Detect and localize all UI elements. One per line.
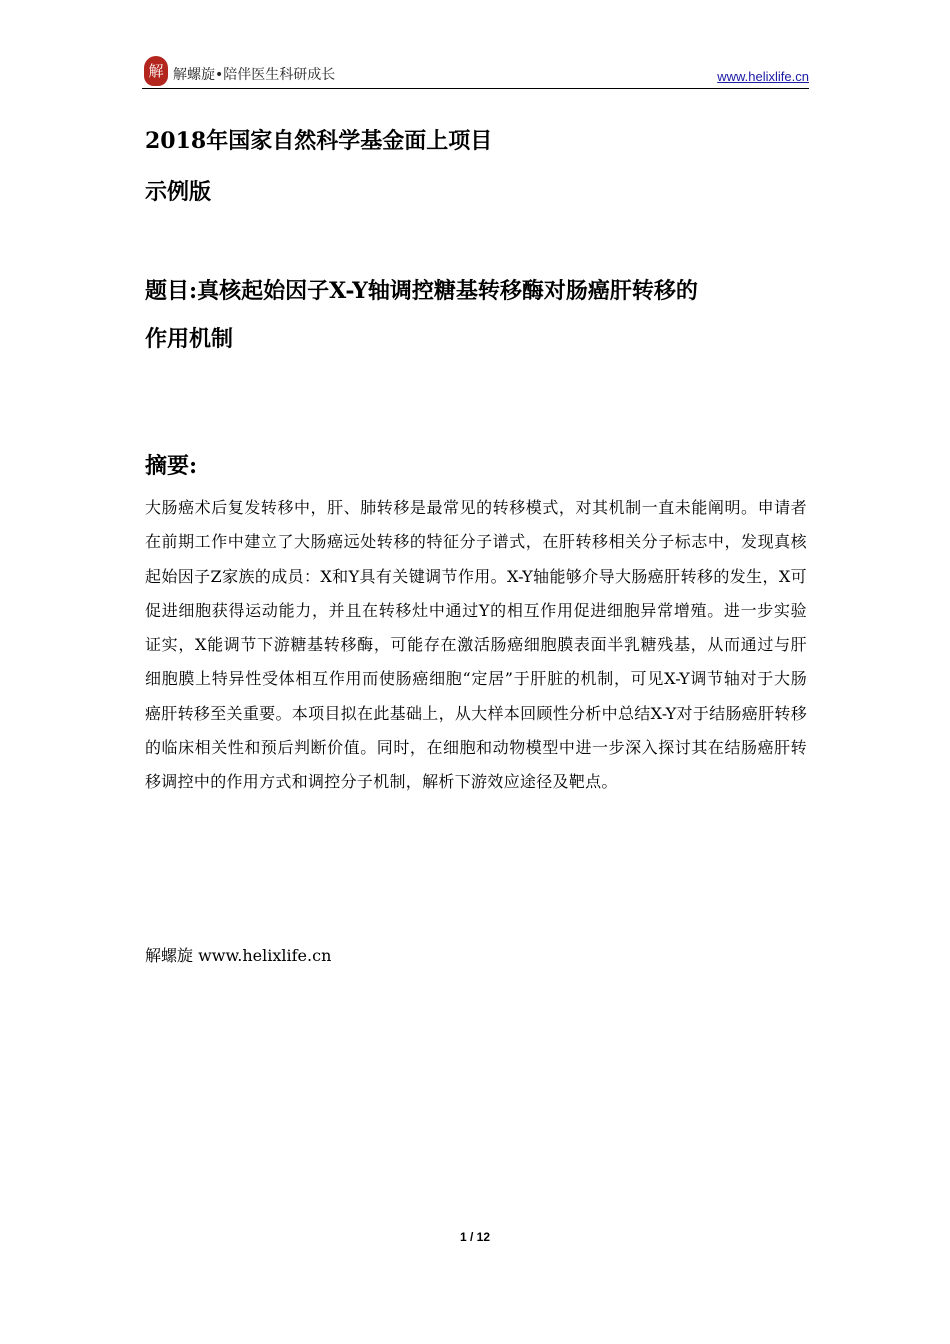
abstract-paragraph: 大肠癌术后复发转移中，肝、肺转移是最常见的转移模式，对其机制一直未能阐明。申请者在前期工作中建立了大肠癌远处转移的特征分子谱式，在肝转移相关分子标志中，发现真核起始因子Z家族的成员：X和Y具有关键调节作用。X-Y轴能够介导大肠癌肝转移的发生，X可促进细胞获得运动能力，并且在转移灶中通过Y的相互作用促进细胞异常增殖。进一步实验证实，X能调节下游糖基转移酶，可能存在激活肠癌细胞膜表面半乳糖残基，从而通过与肝细胞膜上特异性受体相互作用而使肠癌细胞“定居”于肝脏的机制，可见X-Y调节轴对于大肠癌肝转移至关重要。本项目拟在此基础上，从大样本回顾性分析中总结X-Y对于结肠癌肝转移的临床相关性和预后判断价值。同时，在细胞和动物模型中进一步深入探讨其在结肠癌肝转移调控中的作用方式和调控分子机制，解析下游效应途径及靶点。 xyxy=(145,498,807,792)
document-title: 2018年国家自然科学基金面上项目 xyxy=(145,128,493,154)
header-website-link[interactable]: www.helixlife.cn xyxy=(717,69,809,84)
brand-logo: 解 xyxy=(144,56,168,86)
source-note: 解螺旋 www.helixlife.cn xyxy=(145,946,332,965)
topic-heading-line2: 作用机制 xyxy=(145,326,234,352)
document-subtitle: 示例版 xyxy=(145,179,212,205)
page-number: 1 / 12 xyxy=(459,1230,491,1244)
header-brand-text: 解螺旋•陪伴医生科研成长 xyxy=(173,67,336,83)
topic-heading-line1: 题目:真核起始因子X-Y轴调控糖基转移酶对肠癌肝转移的 xyxy=(145,278,698,304)
page-header xyxy=(142,52,809,89)
abstract-heading: 摘要: xyxy=(145,453,198,479)
